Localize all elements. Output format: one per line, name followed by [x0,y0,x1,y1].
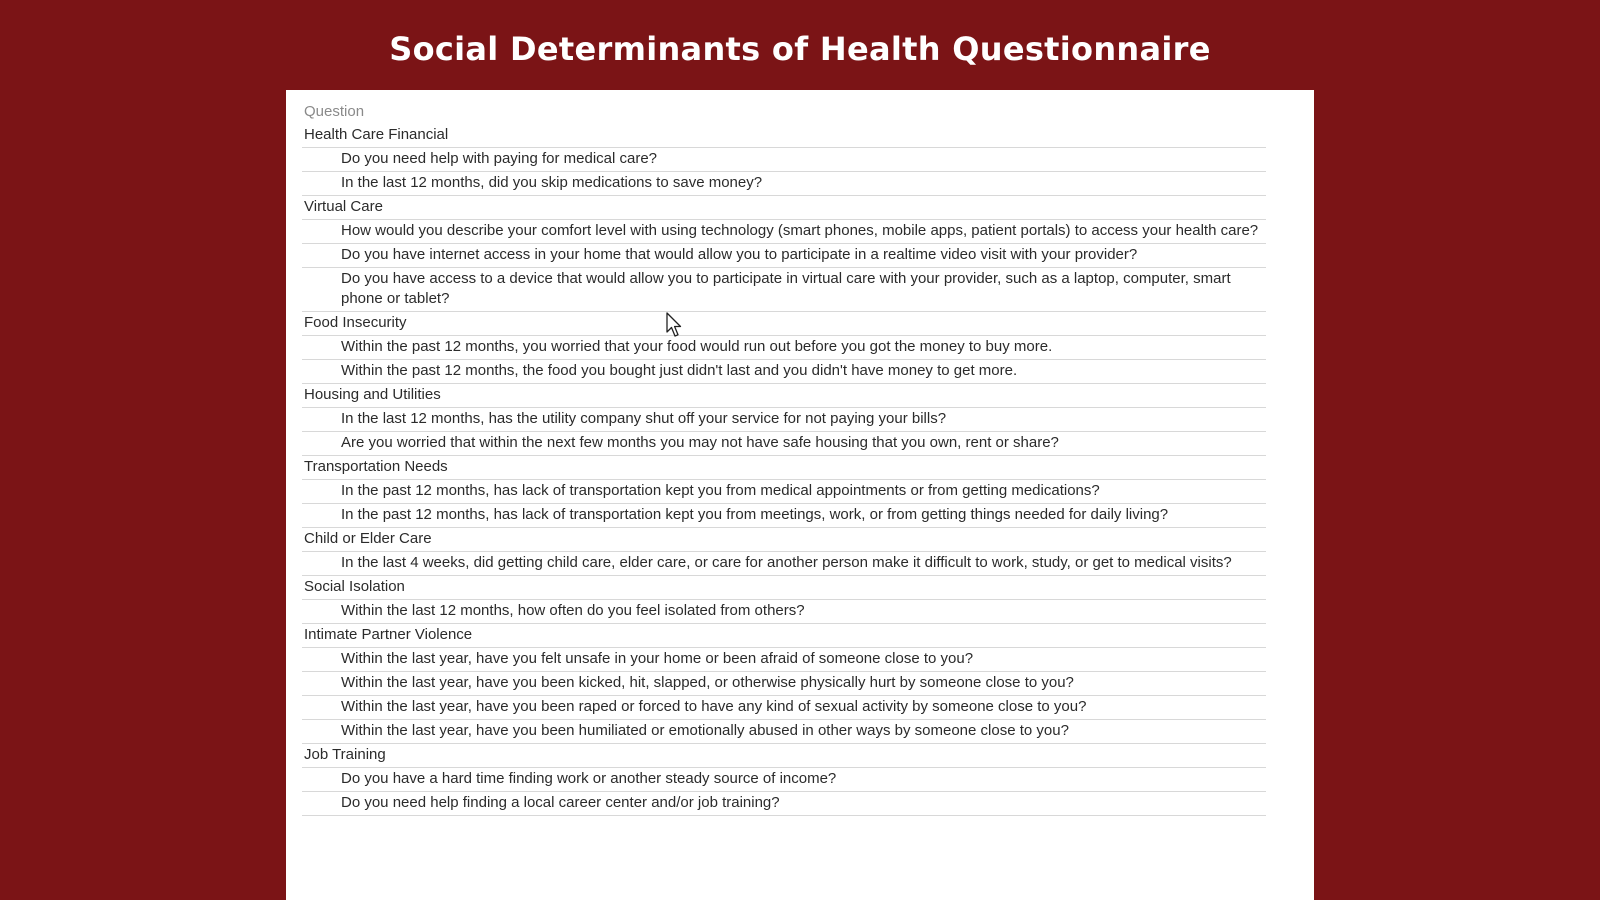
category-row[interactable]: Intimate Partner Violence [302,624,1266,648]
question-row[interactable]: Within the last year, have you been humiliated or emotionally abused in other ways by someone close to you? [302,720,1266,744]
question-row[interactable]: In the last 4 weeks, did getting child care, elder care, or care for another person make it difficult to work, study, or get to medical visits? [302,552,1266,576]
question-row[interactable]: Within the last year, have you been kicked, hit, slapped, or otherwise physically hurt by someone close to you? [302,672,1266,696]
category-row[interactable]: Virtual Care [302,196,1266,220]
mouse-pointer-icon [666,312,684,338]
category-row[interactable]: Social Isolation [302,576,1266,600]
question-row[interactable]: Within the past 12 months, the food you bought just didn't last and you didn't have money to get more. [302,360,1266,384]
question-row[interactable]: In the past 12 months, has lack of transportation kept you from meetings, work, or from getting things needed for daily living? [302,504,1266,528]
question-row[interactable]: Do you have access to a device that would allow you to participate in virtual care with your provider, such as a laptop, computer, smart phone or tablet? [302,268,1266,312]
question-row[interactable]: Within the last 12 months, how often do you feel isolated from others? [302,600,1266,624]
question-row[interactable]: Do you have a hard time finding work or another steady source of income? [302,768,1266,792]
question-row[interactable]: Do you have internet access in your home that would allow you to participate in a realtime video visit with your provider? [302,244,1266,268]
category-row[interactable]: Job Training [302,744,1266,768]
category-row[interactable]: Transportation Needs [302,456,1266,480]
question-rows [302,124,1266,816]
question-row[interactable]: Are you worried that within the next few months you may not have safe housing that you own, rent or share? [302,432,1266,456]
question-row[interactable]: Within the past 12 months, you worried that your food would run out before you got the money to buy more. [302,336,1266,360]
category-row[interactable]: Food Insecurity [302,312,1266,336]
question-row[interactable]: In the past 12 months, has lack of transportation kept you from medical appointments or from getting medications? [302,480,1266,504]
question-table [302,100,1266,816]
page-title: Social Determinants of Health Questionnaire [389,30,1211,68]
category-row[interactable]: Health Care Financial [302,124,1266,148]
question-row[interactable]: Within the last year, have you felt unsafe in your home or been afraid of someone close to you? [302,648,1266,672]
question-row[interactable]: Do you need help with paying for medical care? [302,148,1266,172]
column-header-question[interactable]: Question [304,103,365,120]
questionnaire-panel [286,90,1314,900]
question-row[interactable]: In the last 12 months, has the utility company shut off your service for not paying your bills? [302,408,1266,432]
question-row[interactable]: Do you need help finding a local career center and/or job training? [302,792,1266,816]
question-row[interactable]: Within the last year, have you been raped or forced to have any kind of sexual activity by someone close to you? [302,696,1266,720]
question-row[interactable]: How would you describe your comfort level with using technology (smart phones, mobile apps, patient portals) to access your health care? [302,220,1266,244]
question-row[interactable]: In the last 12 months, did you skip medications to save money? [302,172,1266,196]
category-row[interactable]: Housing and Utilities [302,384,1266,408]
category-row[interactable]: Child or Elder Care [302,528,1266,552]
